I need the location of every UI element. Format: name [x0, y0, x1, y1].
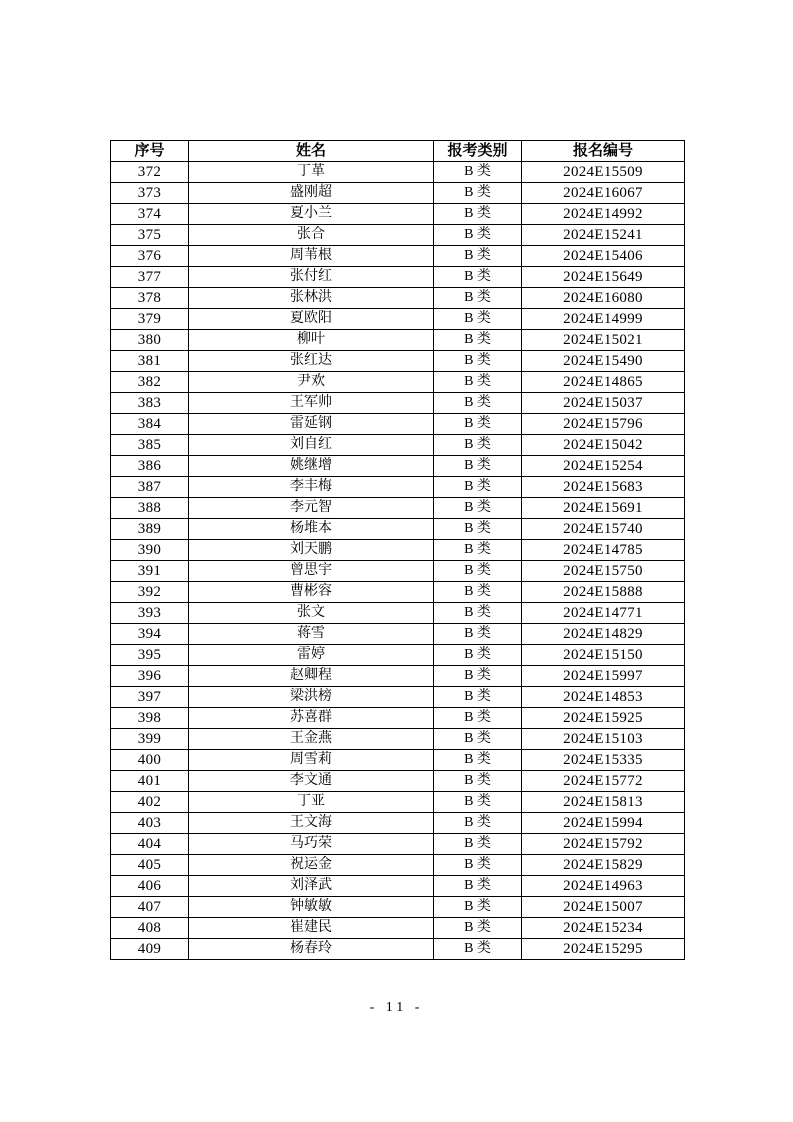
cell-registration-number: 2024E15649: [522, 267, 685, 288]
cell-name: 周苇根: [189, 246, 434, 267]
cell-name: 丁亚: [189, 792, 434, 813]
table-row: [111, 792, 685, 813]
header-registration-number: 报名编号: [522, 141, 685, 162]
table-row: [111, 603, 685, 624]
cell-category: B 类: [434, 939, 522, 960]
cell-serial-number: 386: [111, 456, 189, 477]
cell-name: 尹欢: [189, 372, 434, 393]
table-header: [111, 141, 685, 162]
cell-name: 钟敏敏: [189, 897, 434, 918]
table-row: [111, 267, 685, 288]
table-row: [111, 582, 685, 603]
cell-registration-number: 2024E15829: [522, 855, 685, 876]
table-row: [111, 288, 685, 309]
table-row: [111, 561, 685, 582]
cell-category: B 类: [434, 414, 522, 435]
cell-serial-number: 396: [111, 666, 189, 687]
cell-registration-number: 2024E15925: [522, 708, 685, 729]
table-row: [111, 351, 685, 372]
cell-name: 张林洪: [189, 288, 434, 309]
cell-registration-number: 2024E14865: [522, 372, 685, 393]
table-row: [111, 918, 685, 939]
cell-registration-number: 2024E15335: [522, 750, 685, 771]
cell-registration-number: 2024E15254: [522, 456, 685, 477]
cell-serial-number: 391: [111, 561, 189, 582]
cell-registration-number: 2024E16067: [522, 183, 685, 204]
cell-registration-number: 2024E15295: [522, 939, 685, 960]
cell-serial-number: 378: [111, 288, 189, 309]
cell-name: 张红达: [189, 351, 434, 372]
cell-category: B 类: [434, 582, 522, 603]
cell-category: B 类: [434, 498, 522, 519]
table-row: [111, 876, 685, 897]
table-row: [111, 666, 685, 687]
cell-name: 夏欧阳: [189, 309, 434, 330]
cell-name: 梁洪榜: [189, 687, 434, 708]
cell-category: B 类: [434, 645, 522, 666]
cell-serial-number: 373: [111, 183, 189, 204]
cell-name: 盛刚超: [189, 183, 434, 204]
cell-name: 王军帅: [189, 393, 434, 414]
cell-serial-number: 393: [111, 603, 189, 624]
cell-registration-number: 2024E15490: [522, 351, 685, 372]
cell-category: B 类: [434, 834, 522, 855]
table-row: [111, 834, 685, 855]
cell-registration-number: 2024E15234: [522, 918, 685, 939]
cell-category: B 类: [434, 372, 522, 393]
cell-name: 张文: [189, 603, 434, 624]
cell-name: 柳叶: [189, 330, 434, 351]
table-row: [111, 435, 685, 456]
cell-category: B 类: [434, 393, 522, 414]
cell-name: 刘泽武: [189, 876, 434, 897]
cell-category: B 类: [434, 435, 522, 456]
page-number: - 11 -: [369, 1000, 424, 1015]
cell-category: B 类: [434, 687, 522, 708]
cell-category: B 类: [434, 897, 522, 918]
cell-registration-number: 2024E15037: [522, 393, 685, 414]
cell-serial-number: 377: [111, 267, 189, 288]
cell-serial-number: 375: [111, 225, 189, 246]
table-row: [111, 414, 685, 435]
cell-category: B 类: [434, 750, 522, 771]
table-row: [111, 687, 685, 708]
table-row: [111, 813, 685, 834]
cell-registration-number: 2024E15997: [522, 666, 685, 687]
cell-category: B 类: [434, 309, 522, 330]
cell-name: 丁革: [189, 162, 434, 183]
table-row: [111, 309, 685, 330]
cell-registration-number: 2024E15772: [522, 771, 685, 792]
cell-registration-number: 2024E15796: [522, 414, 685, 435]
cell-name: 李文通: [189, 771, 434, 792]
cell-name: 夏小兰: [189, 204, 434, 225]
cell-registration-number: 2024E15691: [522, 498, 685, 519]
cell-serial-number: 406: [111, 876, 189, 897]
cell-registration-number: 2024E14853: [522, 687, 685, 708]
cell-registration-number: 2024E15740: [522, 519, 685, 540]
cell-registration-number: 2024E15406: [522, 246, 685, 267]
cell-serial-number: 397: [111, 687, 189, 708]
cell-serial-number: 381: [111, 351, 189, 372]
cell-name: 刘自红: [189, 435, 434, 456]
table-row: [111, 939, 685, 960]
table-row: [111, 372, 685, 393]
cell-category: B 类: [434, 918, 522, 939]
cell-serial-number: 409: [111, 939, 189, 960]
table-row: [111, 204, 685, 225]
cell-name: 李丰梅: [189, 477, 434, 498]
cell-name: 祝运金: [189, 855, 434, 876]
cell-serial-number: 376: [111, 246, 189, 267]
table-row: [111, 183, 685, 204]
table-row: [111, 456, 685, 477]
cell-serial-number: 405: [111, 855, 189, 876]
cell-registration-number: 2024E14963: [522, 876, 685, 897]
table-header-row: [111, 141, 685, 162]
cell-name: 杨春玲: [189, 939, 434, 960]
cell-name: 刘天鹏: [189, 540, 434, 561]
cell-serial-number: 372: [111, 162, 189, 183]
cell-name: 蒋雪: [189, 624, 434, 645]
cell-category: B 类: [434, 540, 522, 561]
cell-registration-number: 2024E14785: [522, 540, 685, 561]
cell-category: B 类: [434, 351, 522, 372]
cell-name: 崔建民: [189, 918, 434, 939]
cell-serial-number: 388: [111, 498, 189, 519]
cell-serial-number: 398: [111, 708, 189, 729]
cell-serial-number: 379: [111, 309, 189, 330]
cell-name: 王文海: [189, 813, 434, 834]
cell-serial-number: 395: [111, 645, 189, 666]
cell-category: B 类: [434, 225, 522, 246]
cell-serial-number: 384: [111, 414, 189, 435]
cell-registration-number: 2024E14992: [522, 204, 685, 225]
cell-category: B 类: [434, 477, 522, 498]
cell-registration-number: 2024E15021: [522, 330, 685, 351]
header-serial-number: 序号: [111, 141, 189, 162]
cell-registration-number: 2024E14771: [522, 603, 685, 624]
cell-name: 李元智: [189, 498, 434, 519]
cell-registration-number: 2024E14829: [522, 624, 685, 645]
cell-name: 曾思宇: [189, 561, 434, 582]
cell-registration-number: 2024E15750: [522, 561, 685, 582]
cell-name: 姚继增: [189, 456, 434, 477]
table-row: [111, 519, 685, 540]
table-row: [111, 162, 685, 183]
cell-name: 王金燕: [189, 729, 434, 750]
cell-serial-number: 402: [111, 792, 189, 813]
cell-registration-number: 2024E15813: [522, 792, 685, 813]
cell-serial-number: 403: [111, 813, 189, 834]
table-row: [111, 855, 685, 876]
table-row: [111, 729, 685, 750]
cell-name: 曹彬容: [189, 582, 434, 603]
cell-name: 雷婷: [189, 645, 434, 666]
table-row: [111, 645, 685, 666]
cell-category: B 类: [434, 624, 522, 645]
cell-registration-number: 2024E15792: [522, 834, 685, 855]
cell-serial-number: 401: [111, 771, 189, 792]
cell-serial-number: 392: [111, 582, 189, 603]
table-row: [111, 498, 685, 519]
cell-category: B 类: [434, 456, 522, 477]
cell-registration-number: 2024E15509: [522, 162, 685, 183]
cell-registration-number: 2024E15150: [522, 645, 685, 666]
cell-serial-number: 385: [111, 435, 189, 456]
cell-category: B 类: [434, 288, 522, 309]
cell-name: 苏喜群: [189, 708, 434, 729]
cell-category: B 类: [434, 330, 522, 351]
cell-serial-number: 399: [111, 729, 189, 750]
table-body: [111, 162, 685, 960]
cell-category: B 类: [434, 771, 522, 792]
cell-serial-number: 383: [111, 393, 189, 414]
cell-category: B 类: [434, 204, 522, 225]
cell-serial-number: 389: [111, 519, 189, 540]
cell-registration-number: 2024E15994: [522, 813, 685, 834]
cell-serial-number: 387: [111, 477, 189, 498]
cell-category: B 类: [434, 561, 522, 582]
table-row: [111, 897, 685, 918]
cell-registration-number: 2024E14999: [522, 309, 685, 330]
cell-category: B 类: [434, 813, 522, 834]
cell-serial-number: 390: [111, 540, 189, 561]
table-row: [111, 477, 685, 498]
cell-registration-number: 2024E16080: [522, 288, 685, 309]
cell-serial-number: 374: [111, 204, 189, 225]
cell-serial-number: 380: [111, 330, 189, 351]
header-name: 姓名: [189, 141, 434, 162]
cell-name: 张合: [189, 225, 434, 246]
cell-registration-number: 2024E15683: [522, 477, 685, 498]
cell-name: 马巧荣: [189, 834, 434, 855]
cell-category: B 类: [434, 183, 522, 204]
cell-serial-number: 407: [111, 897, 189, 918]
cell-registration-number: 2024E15103: [522, 729, 685, 750]
table-row: [111, 225, 685, 246]
cell-name: 赵卿程: [189, 666, 434, 687]
cell-name: 张付红: [189, 267, 434, 288]
table-row: [111, 246, 685, 267]
cell-category: B 类: [434, 729, 522, 750]
cell-name: 周雪莉: [189, 750, 434, 771]
cell-name: 雷延钢: [189, 414, 434, 435]
table-row: [111, 540, 685, 561]
cell-category: B 类: [434, 792, 522, 813]
cell-registration-number: 2024E15042: [522, 435, 685, 456]
table-row: [111, 771, 685, 792]
cell-category: B 类: [434, 708, 522, 729]
cell-registration-number: 2024E15241: [522, 225, 685, 246]
cell-category: B 类: [434, 603, 522, 624]
cell-registration-number: 2024E15007: [522, 897, 685, 918]
cell-category: B 类: [434, 666, 522, 687]
cell-serial-number: 408: [111, 918, 189, 939]
table-row: [111, 708, 685, 729]
cell-serial-number: 404: [111, 834, 189, 855]
cell-serial-number: 382: [111, 372, 189, 393]
registration-table: [110, 140, 685, 960]
table-row: [111, 624, 685, 645]
header-category: 报考类别: [434, 141, 522, 162]
cell-category: B 类: [434, 246, 522, 267]
cell-serial-number: 400: [111, 750, 189, 771]
cell-registration-number: 2024E15888: [522, 582, 685, 603]
table-row: [111, 393, 685, 414]
table-row: [111, 330, 685, 351]
cell-category: B 类: [434, 876, 522, 897]
cell-category: B 类: [434, 855, 522, 876]
table-row: [111, 750, 685, 771]
cell-serial-number: 394: [111, 624, 189, 645]
cell-category: B 类: [434, 267, 522, 288]
cell-category: B 类: [434, 162, 522, 183]
cell-category: B 类: [434, 519, 522, 540]
cell-name: 杨堆本: [189, 519, 434, 540]
